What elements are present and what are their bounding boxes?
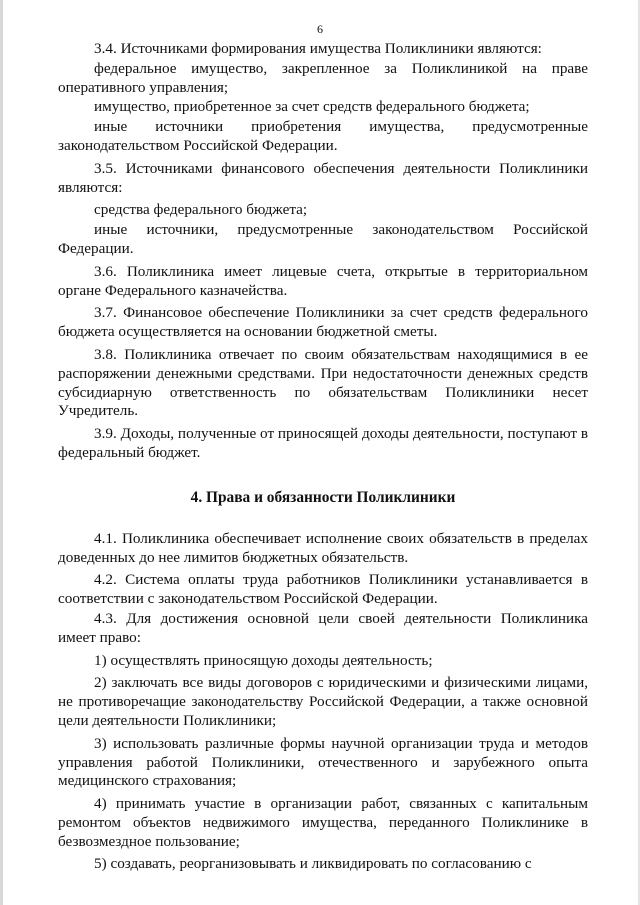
scan-edge-left bbox=[0, 0, 3, 905]
page-number: 6 bbox=[317, 22, 323, 36]
paragraph-3-5: 3.5. Источниками финансового обеспечения деятельности Поликлиники являются: bbox=[58, 159, 588, 196]
section-heading-4: 4. Права и обязанности Поликлиники bbox=[190, 488, 456, 506]
paragraph-4-2: 4.2. Система оплаты труда работников Поликлиники устанавливается в соответствии с законодательством Российской Федерации. bbox=[58, 571, 588, 608]
paragraph-4-3: 4.3. Для достижения основной цели своей деятельности Поликлиника имеет право: bbox=[58, 609, 588, 646]
paragraph-3-4-item-federal-property: федеральное имущество, закрепленное за Поликлиникой на праве оперативного управления; bbox=[58, 59, 588, 96]
paragraph-4-3-item-5: 5) создавать, реорганизовывать и ликвидировать по согласованию с bbox=[94, 855, 532, 873]
paragraph-3-8: 3.8. Поликлиника отвечает по своим обязательствам находящимися в ее распоряжении денежными средствами. При недостаточности денежных средств субсидиарную ответственность по обязательствам Поликлиники несет Учредитель. bbox=[58, 345, 588, 420]
paragraph-3-4-item-other-sources: иные источники приобретения имущества, предусмотренные законодательством Российской Федерации. bbox=[58, 118, 588, 154]
paragraph-3-4-item-budget-property: имущество, приобретенное за счет средств федерального бюджета; bbox=[94, 98, 530, 116]
paragraph-3-4: 3.4. Источниками формирования имущества Поликлиники являются: bbox=[94, 40, 542, 57]
paragraph-3-5-item-budget-funds: средства федерального бюджета; bbox=[94, 201, 308, 219]
paragraph-4-3-item-2: 2) заключать все виды договоров с юридическими и физическими лицами, не противоречащие законодательству Российской Федерации, а также основной цели деятельности Поликлиники; bbox=[58, 674, 588, 729]
paragraph-4-1: 4.1. Поликлиника обеспечивает исполнение своих обязательств в пределах доведенных до нее лимитов бюджетных обязательств. bbox=[58, 529, 588, 566]
paragraph-4-3-item-4: 4) принимать участие в организации работ, связанных с капитальным ремонтом объектов недвижимого имущества, переданного Поликлинике в безвозмездное пользование; bbox=[58, 795, 588, 850]
paragraph-4-3-item-1: 1) осуществлять приносящую доходы деятельность; bbox=[94, 651, 433, 669]
paragraph-3-9: 3.9. Доходы, полученные от приносящей доходы деятельности, поступают в федеральный бюджет. bbox=[58, 425, 588, 461]
paragraph-3-6: 3.6. Поликлиника имеет лицевые счета, открытые в территориальном органе Федерального казначейства. bbox=[58, 262, 588, 299]
document-body bbox=[58, 40, 588, 874]
paragraph-3-7: 3.7. Финансовое обеспечение Поликлиники за счет средств федерального бюджета осуществляется на основании бюджетной сметы. bbox=[58, 304, 588, 341]
paragraph-4-3-item-3: 3) использовать различные формы научной организации труда и методов управления работой Поликлиники, отечественного и зарубежного опыта медицинского страхования; bbox=[58, 734, 588, 790]
paragraph-3-5-item-other-sources: иные источники, предусмотренные законодательством Российской Федерации. bbox=[58, 221, 588, 257]
